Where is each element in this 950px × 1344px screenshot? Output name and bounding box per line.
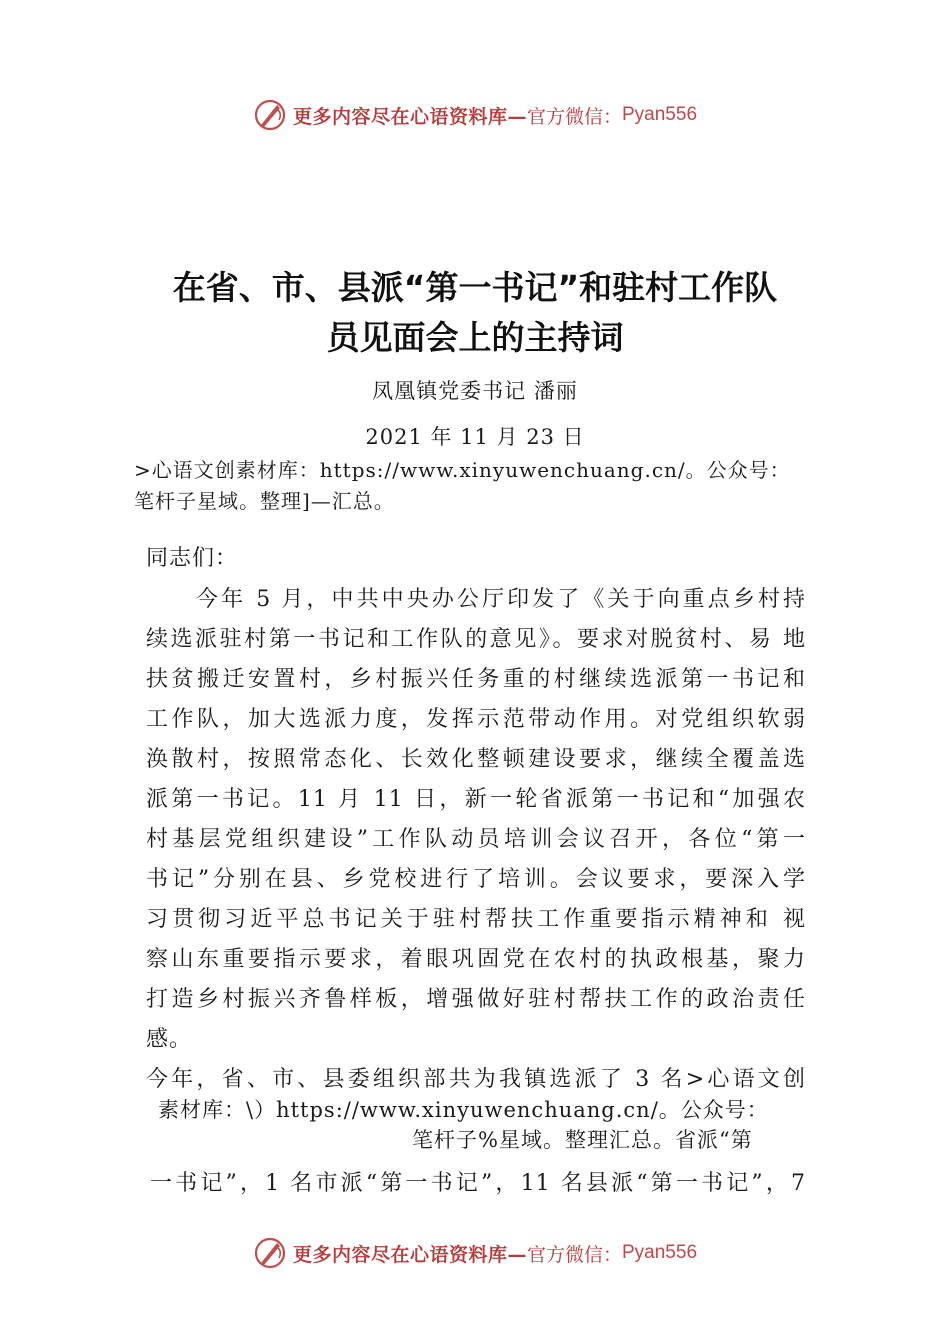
footer-watermark bbox=[0, 1233, 950, 1273]
watermark-wechat-label: 官方微信： bbox=[526, 105, 622, 128]
document-title-line-2: 员见面会上的主持词 bbox=[326, 318, 624, 357]
paragraph-line: 笔杆子%星域。整理汇总。省派“第 bbox=[412, 1128, 753, 1152]
watermark-wechat-id: Pyan556 bbox=[622, 1242, 698, 1263]
paragraph-line: 素材库：\）https://www.xinyuwenchuang.cn/。公众号： bbox=[158, 1098, 769, 1122]
paragraph-line: 工作队，加大选派力度，发挥示范带动作用。对党组织软弱 bbox=[146, 707, 806, 732]
quill-pen-logo-icon bbox=[253, 1236, 287, 1270]
author-line: 凤凰镇党委书记 潘丽 bbox=[372, 379, 578, 403]
paragraph-line: 一书记”，1 名市派“第一书记”，11 名县派“第一书记”，7 bbox=[150, 1171, 806, 1196]
watermark-wechat-label: 官方微信： bbox=[526, 1243, 622, 1266]
watermark-text: 更多内容尽在心语资料库— bbox=[292, 1243, 527, 1266]
source-line-1: >心语文创素材库：https://www.xinyuwenchuang.cn/。公众号： bbox=[134, 458, 791, 482]
paragraph-line: 习贯彻习近平总书记关于驻村帮扶工作重要指示精神和 视 bbox=[146, 907, 806, 932]
source-line-2: 笔杆子星域。整理]—汇总。 bbox=[134, 489, 395, 513]
paragraph-line: 涣散村，按照常态化、长效化整顿建设要求，继续全覆盖选 bbox=[146, 747, 806, 772]
paragraph-line: 扶贫搬迁安置村，乡村振兴任务重的村继续选派第一书记和 bbox=[146, 667, 806, 692]
header-watermark bbox=[0, 95, 950, 135]
paragraph-line: 察山东重要指示要求，着眼巩固党在农村的执政根基，聚力 bbox=[146, 947, 806, 972]
salutation: 同志们： bbox=[146, 546, 239, 571]
paragraph-line: 今年，省、市、县委组织部共为我镇选派了 3 名>心语文创 bbox=[146, 1067, 806, 1092]
paragraph-line: 书记”分别在县、乡党校进行了培训。会议要求，要深入学 bbox=[146, 867, 806, 892]
paragraph-line: 打造乡村振兴齐鲁样板，增强做好驻村帮扶工作的政治责任 bbox=[146, 987, 806, 1012]
paragraph-line: 派第一书记。11 月 11 日，新一轮省派第一书记和“加强农 bbox=[146, 787, 806, 812]
paragraph-line: 续选派驻村第一书记和工作队的意见》。要求对脱贫村、易 地 bbox=[146, 627, 806, 652]
document-title-line-1: 在省、市、县派“第一书记”和驻村工作队 bbox=[172, 268, 778, 307]
watermark-text: 更多内容尽在心语资料库— bbox=[292, 105, 527, 128]
date-line: 2021 年 11 月 23 日 bbox=[365, 425, 585, 449]
paragraph-line: 村基层党组织建设”工作队动员培训会议召开，各位“第一 bbox=[146, 827, 806, 852]
paragraph-line: 感。 bbox=[146, 1027, 193, 1052]
paragraph-line: 今年 5 月，中共中央办公厅印发了《关于向重点乡村持 bbox=[196, 587, 806, 612]
quill-pen-logo-icon bbox=[253, 98, 287, 132]
watermark-wechat-id: Pyan556 bbox=[622, 104, 698, 125]
